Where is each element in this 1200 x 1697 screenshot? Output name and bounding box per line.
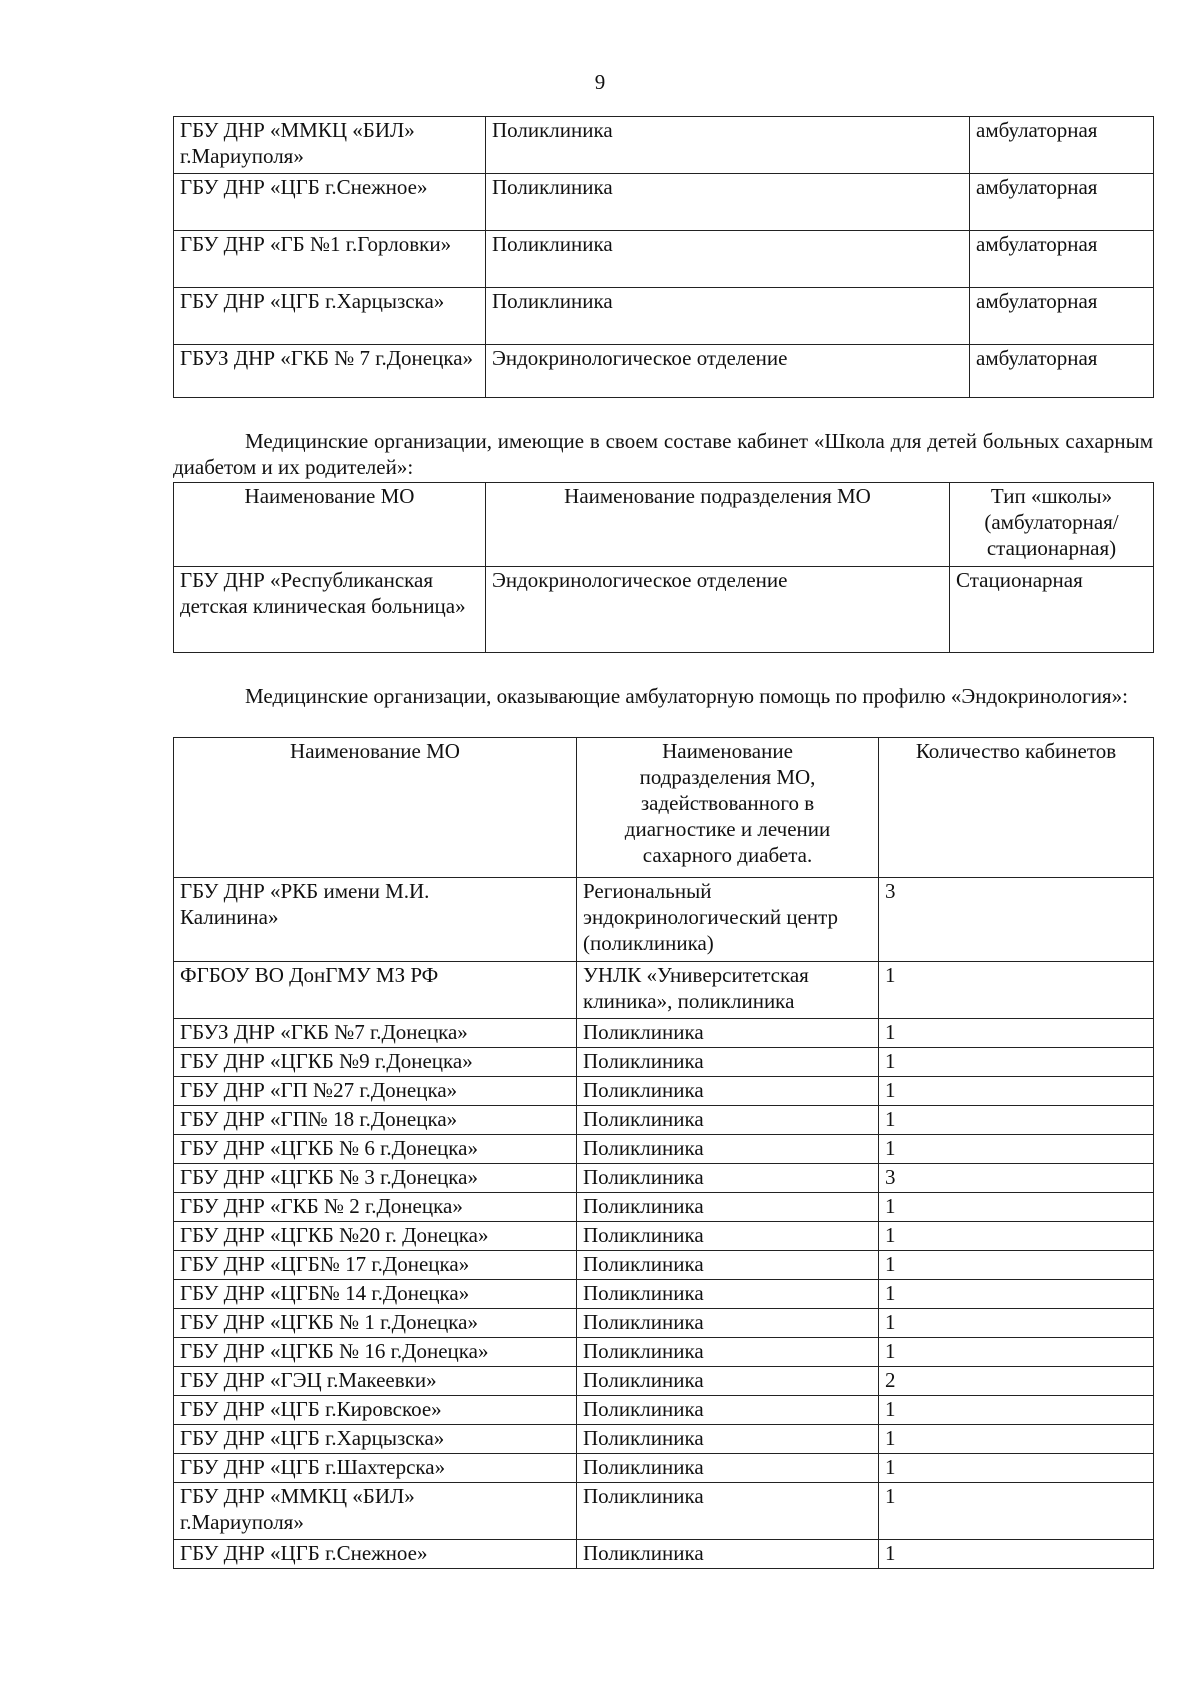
table-row [174, 878, 1154, 962]
header-school-type: Тип «школы» (амбулаторная/ стационарная) [950, 483, 1154, 567]
cabinet-count-cell: 1 [879, 1048, 1154, 1077]
cabinet-count-cell: 3 [879, 1164, 1154, 1193]
mo-name-cell: ГБУ ДНР «ЦГБ г.Харцызска» [174, 1425, 577, 1454]
care-type-cell: амбулаторная [970, 231, 1154, 288]
mo-name-cell: ГБУ ДНР «ЦГКБ № 1 г.Донецка» [174, 1309, 577, 1338]
header-mo-name: Наименование МО [174, 738, 577, 878]
unit-cell: Поликлиника [577, 1193, 879, 1222]
unit-cell: Поликлиника [577, 1309, 879, 1338]
mo-name-cell: ГБУ ДНР «ГБ №1 г.Горловки» [174, 231, 486, 288]
mo-name-cell: ГБУ ДНР «ЦГКБ № 3 г.Донецка» [174, 1164, 577, 1193]
mo-name-cell: ГБУ ДНР «ЦГБ№ 14 г.Донецка» [174, 1280, 577, 1309]
cabinet-count-cell: 1 [879, 1338, 1154, 1367]
unit-cell: Поликлиника [486, 231, 970, 288]
mo-name-cell: ГБУ ДНР «ГП №27 г.Донецка» [174, 1077, 577, 1106]
unit-cell: Поликлиника [577, 1396, 879, 1425]
mo-name-cell: ГБУ ДНР «ЦГКБ № 6 г.Донецка» [174, 1135, 577, 1164]
table-row [174, 1164, 1154, 1193]
table-row [174, 1280, 1154, 1309]
school-type-cell: Стационарная [950, 567, 1154, 653]
mo-name-cell: ГБУЗ ДНР «ГКБ № 7 г.Донецка» [174, 345, 486, 398]
table-row [174, 1540, 1154, 1569]
cabinet-count-cell: 1 [879, 1193, 1154, 1222]
table-row [174, 117, 1154, 174]
continuation-table [173, 116, 1154, 398]
mo-name-cell: ГБУ ДНР «ЦГКБ № 16 г.Донецка» [174, 1338, 577, 1367]
cabinet-count-cell: 2 [879, 1367, 1154, 1396]
table-row [174, 1309, 1154, 1338]
unit-cell: Поликлиника [577, 1483, 879, 1540]
unit-cell: Поликлиника [577, 1251, 879, 1280]
unit-cell: Поликлиника [486, 174, 970, 231]
cabinet-count-cell: 1 [879, 1222, 1154, 1251]
unit-cell: Поликлиника [577, 1540, 879, 1569]
cabinet-count-cell: 1 [879, 1135, 1154, 1164]
cabinet-count-cell: 1 [879, 1540, 1154, 1569]
unit-cell: Эндокринологическое отделение [486, 345, 970, 398]
section2-intro [173, 428, 1153, 480]
mo-name-cell: ГБУ ДНР «ЦГБ г.Снежное» [174, 1540, 577, 1569]
unit-cell: Поликлиника [577, 1338, 879, 1367]
table-row [174, 1425, 1154, 1454]
table-row [174, 1019, 1154, 1048]
table-row [174, 1135, 1154, 1164]
unit-cell: Поликлиника [577, 1106, 879, 1135]
mo-name-cell: ГБУ ДНР «ЦГКБ №9 г.Донецка» [174, 1048, 577, 1077]
unit-cell: Поликлиника [577, 1077, 879, 1106]
school-table [173, 482, 1154, 653]
care-type-cell: амбулаторная [970, 174, 1154, 231]
mo-name-cell: ГБУ ДНР «РКБ имени М.И. Калинина» [174, 878, 577, 962]
section3-intro-text: Медицинские организации, оказывающие амбулаторную помощь по профилю «Эндокринология»: [245, 684, 1128, 708]
table-row [174, 962, 1154, 1019]
table-row [174, 231, 1154, 288]
table-row [174, 1454, 1154, 1483]
section2-intro-text: Медицинские организации, имеющие в своем составе кабинет «Школа для детей больных сахарным диабетом и их родителей»: [173, 429, 1153, 479]
cabinet-count-cell: 1 [879, 1019, 1154, 1048]
cabinet-count-cell: 1 [879, 1483, 1154, 1540]
table-row [174, 1193, 1154, 1222]
table-row [174, 1367, 1154, 1396]
unit-cell: Поликлиника [577, 1222, 879, 1251]
table-row [174, 1048, 1154, 1077]
cabinet-count-cell: 1 [879, 1251, 1154, 1280]
cabinet-count-cell: 1 [879, 1309, 1154, 1338]
table-row [174, 1251, 1154, 1280]
cabinet-count-cell: 1 [879, 1396, 1154, 1425]
unit-cell: Поликлиника [486, 288, 970, 345]
table-header-row [174, 738, 1154, 878]
table-row [174, 1338, 1154, 1367]
mo-name-cell: ГБУ ДНР «ЦГБ г.Снежное» [174, 174, 486, 231]
endocrinology-table [173, 737, 1154, 1569]
cabinet-count-cell: 1 [879, 962, 1154, 1019]
unit-cell: Поликлиника [577, 1280, 879, 1309]
cabinet-count-cell: 1 [879, 1280, 1154, 1309]
mo-name-cell: ГБУ ДНР «ЦГКБ №20 г. Донецка» [174, 1222, 577, 1251]
cabinet-count-cell: 1 [879, 1454, 1154, 1483]
header-unit: Наименование подразделения МО, задействованного в диагностике и лечении сахарного диабета. [577, 738, 879, 878]
cabinet-count-cell: 1 [879, 1077, 1154, 1106]
table-header-row [174, 483, 1154, 567]
page-number: 9 [594, 70, 606, 94]
mo-name-cell: ГБУ ДНР «ГЭЦ г.Макеевки» [174, 1367, 577, 1396]
unit-cell: Региональный эндокринологический центр (поликлиника) [577, 878, 879, 962]
unit-cell: Поликлиника [577, 1048, 879, 1077]
table-row [174, 345, 1154, 398]
cabinet-count-cell: 3 [879, 878, 1154, 962]
cabinet-count-cell: 1 [879, 1425, 1154, 1454]
table-row [174, 174, 1154, 231]
unit-cell: Поликлиника [577, 1425, 879, 1454]
mo-name-cell: ГБУ ДНР «ЦГБ№ 17 г.Донецка» [174, 1251, 577, 1280]
unit-cell: Поликлиника [577, 1135, 879, 1164]
care-type-cell: амбулаторная [970, 345, 1154, 398]
unit-cell: Поликлиника [577, 1164, 879, 1193]
care-type-cell: амбулаторная [970, 117, 1154, 174]
table-row [174, 1396, 1154, 1425]
unit-cell: Поликлиника [577, 1019, 879, 1048]
mo-name-cell: ГБУ ДНР «ММКЦ «БИЛ» г.Мариуполя» [174, 1483, 577, 1540]
unit-cell: Поликлиника [577, 1367, 879, 1396]
table-row [174, 288, 1154, 345]
unit-cell: Поликлиника [486, 117, 970, 174]
mo-name-cell: ГБУ ДНР «ГКБ № 2 г.Донецка» [174, 1193, 577, 1222]
unit-cell: УНЛК «Университетская клиника», поликлиника [577, 962, 879, 1019]
mo-name-cell: ГБУ ДНР «ЦГБ г.Харцызска» [174, 288, 486, 345]
care-type-cell: амбулаторная [970, 288, 1154, 345]
mo-name-cell: ГБУ ДНР «ММКЦ «БИЛ» г.Мариуполя» [174, 117, 486, 174]
table-row [174, 1106, 1154, 1135]
unit-cell: Эндокринологическое отделение [486, 567, 950, 653]
unit-cell: Поликлиника [577, 1454, 879, 1483]
mo-name-cell: ГБУ ДНР «Республиканская детская клиническая больница» [174, 567, 486, 653]
mo-name-cell: ГБУ ДНР «ЦГБ г.Шахтерска» [174, 1454, 577, 1483]
mo-name-cell: ГБУ ДНР «ГП№ 18 г.Донецка» [174, 1106, 577, 1135]
table-row [174, 1077, 1154, 1106]
header-cabinet-count: Количество кабинетов [879, 738, 1154, 878]
header-unit: Наименование подразделения МО [486, 483, 950, 567]
cabinet-count-cell: 1 [879, 1106, 1154, 1135]
mo-name-cell: ГБУЗ ДНР «ГКБ №7 г.Донецка» [174, 1019, 577, 1048]
header-mo-name: Наименование МО [174, 483, 486, 567]
mo-name-cell: ГБУ ДНР «ЦГБ г.Кировское» [174, 1396, 577, 1425]
section3-intro [173, 683, 1153, 709]
mo-name-cell: ФГБОУ ВО ДонГМУ МЗ РФ [174, 962, 577, 1019]
table-row [174, 567, 1154, 653]
table-row [174, 1483, 1154, 1540]
table-row [174, 1222, 1154, 1251]
